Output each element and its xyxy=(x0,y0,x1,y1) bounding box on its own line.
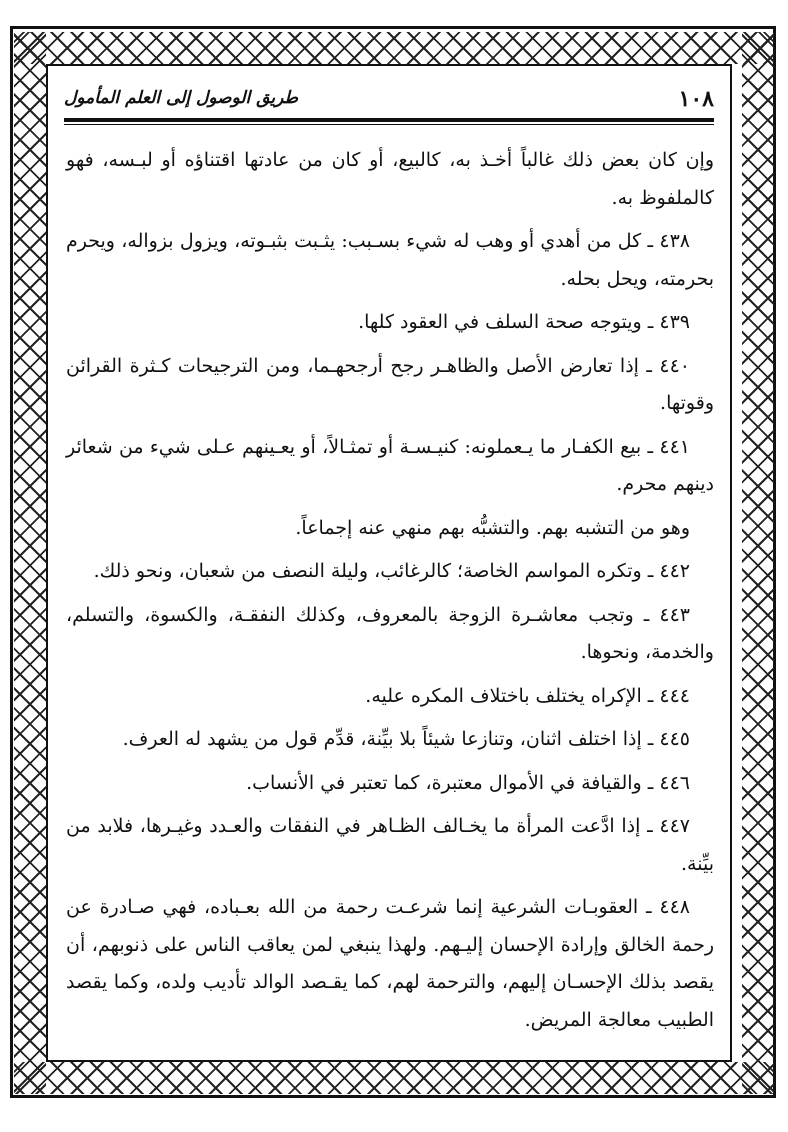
paragraph: ٤٤١ ـ بيع الكفـار ما يـعملونه: كنيـسـة أو تمثـالاً، أو يعـينهم عـلى شيء من شعائر دينهم محرم. xyxy=(66,435,714,495)
paragraph: وإن كان بعض ذلك غالباً أخـذ به، كالبيع، أو كان من عادتها اقتناؤه أو لبـسه، فهو كالملفوظ به. xyxy=(66,149,714,209)
page-header xyxy=(64,86,714,116)
paragraph: ٤٤٦ ـ والقيافة في الأموال معتبرة، كما تعتبر في الأنساب. xyxy=(246,771,690,794)
page-number: ١٠٨ xyxy=(678,86,714,112)
running-title: طريق الوصول إلى العلم المأمول xyxy=(64,88,299,108)
header-rule-thick xyxy=(64,118,714,122)
paragraph: ٤٤٤ ـ الإكراه يختلف باختلاف المكره عليه. xyxy=(365,684,690,707)
paragraph: ٤٣٨ ـ كل من أهدي أو وهب له شيء بسـبب: يثـبت بثبـوته، ويزول بزواله، ويحرم بحرمته، ويحل بحله. xyxy=(66,230,714,290)
paragraph: ٤٤٠ ـ إذا تعارض الأصل والظاهـر رجح أرجحهـما، ومن الترجيحات كـثرة القرائن وقوتها. xyxy=(66,354,714,414)
paragraph: وهو من التشبه بهم. والتشبُّه بهم منهي عنه إجماعاً. xyxy=(295,516,690,539)
header-rule-thin xyxy=(64,124,714,125)
paragraph: ٤٤٨ ـ العقوبـات الشرعية إنما شرعـت رحمة من الله بعـباده، فهي صـادرة عن رحمة الخالق وإرادة الإحسان إليـهم. ولهذا ينبغي لمن يعاقب الناس على ذنوبهم، أن يقصد بذلك الإحسـان إليهم، والترحمة لهم، كما يقـصد الوالد تأديب ولده، وكما يقصد الطبيب معالجة المريض. xyxy=(66,896,714,1031)
paragraph: ٤٤٣ ـ وتجب معاشـرة الزوجة بالمعروف، وكذلك النفقـة، والكسوة، والتسلم، والخدمة، ونحوها. xyxy=(66,603,714,663)
paragraph: ٤٤٧ ـ إذا ادَّعت المرأة ما يخـالف الظـاهر في النفقات والعـدد وغيـرها، فلابد من بيِّنة. xyxy=(66,815,714,875)
page-body-text xyxy=(66,142,714,1045)
paragraph: ٤٤٢ ـ وتكره المواسم الخاصة؛ كالرغائب، وليلة النصف من شعبان، ونحو ذلك. xyxy=(93,560,690,582)
ornament-top-band xyxy=(14,32,774,64)
paragraph: ٤٣٩ ـ ويتوجه صحة السلف في العقود كلها. xyxy=(358,311,690,333)
paragraph: ٤٤٥ ـ إذا اختلف اثنان، وتنازعا شيئاً بلا بيِّنة، قدِّم قول من يشهد له العرف. xyxy=(122,728,690,750)
ornament-right-band xyxy=(742,32,774,1094)
ornament-bottom-band xyxy=(14,1062,774,1094)
ornament-left-band xyxy=(14,32,46,1094)
